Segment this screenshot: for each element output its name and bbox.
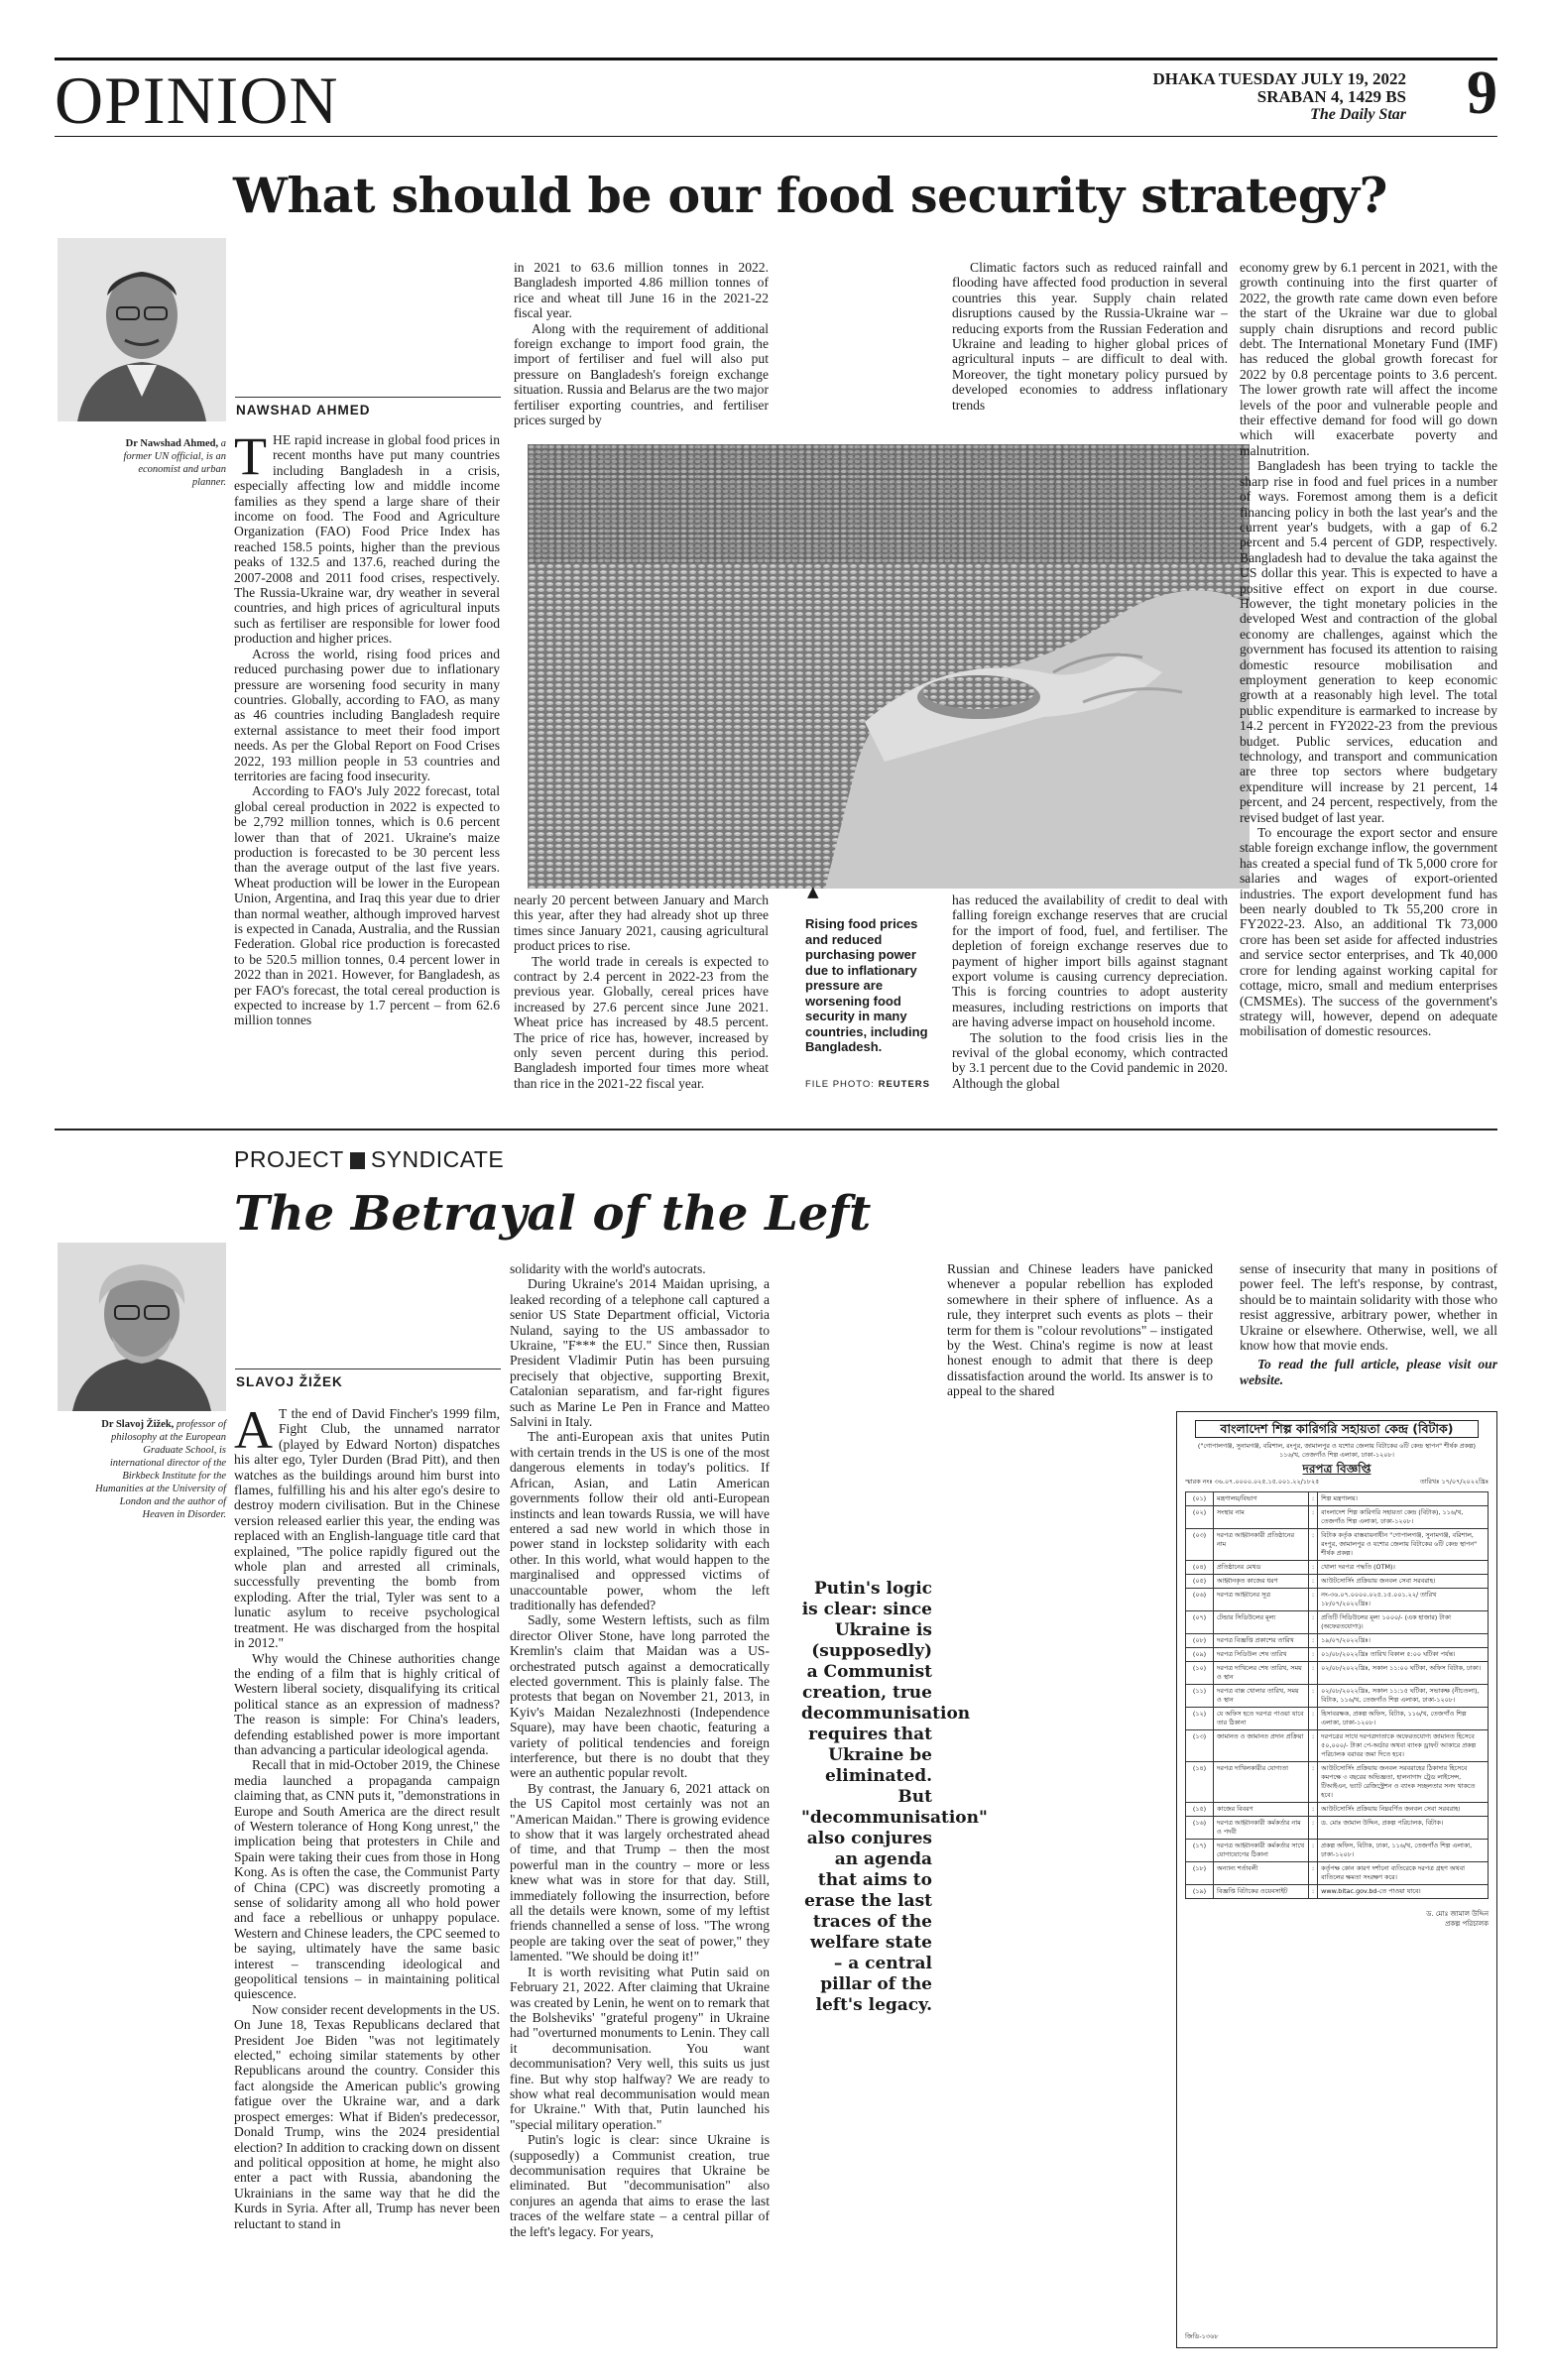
notice-cell-key: দরপত্র আহ্বানকারী কর্মকর্তার নাম ও পদবী bbox=[1214, 1816, 1309, 1839]
article-headline: What should be our food security strategy? bbox=[233, 167, 1387, 224]
notice-row bbox=[1186, 1729, 1489, 1761]
article2-column-1 bbox=[234, 1406, 500, 2348]
notice-row bbox=[1186, 1505, 1489, 1528]
notice-cell-colon: : bbox=[1309, 1661, 1318, 1684]
notice-cell-key: দরপত্র দাখিলকারীর যোগ্যতা bbox=[1214, 1761, 1309, 1802]
page-number: 9 bbox=[1467, 60, 1497, 127]
paragraph: Climatic factors such as reduced rainfall and flooding have affected food production in several countries this year. Supply chain related disruptions caused by the Russia-Ukraine war – reducing exports from the Russian Federation and Ukraine and leading to higher global prices of agricultural inputs – are difficult to deal with. Moreover, the tight monetary policy pursued by developed economies to address inflationary trends bbox=[952, 260, 1228, 413]
notice-cell-sl: (০৫) bbox=[1186, 1574, 1214, 1588]
newspaper-logo: The Daily Star bbox=[1310, 106, 1406, 123]
paragraph: The world trade in cereals is expected to contract by 2.4 percent in 2022-23 from the previous year. Globally, cereal prices have increased by 27.6 percent since June 2021. Wheat price has increased by 48.5 percent. The price of rice has, however, increased by only seven percent during this period. Bangladesh imported four times more wheat than rice in the 2021-22 fiscal year. bbox=[514, 953, 769, 1091]
paragraph: Putin's logic is clear: since Ukraine is (supposedly) a Communist creation, true decommunisation requires that Ukraine be eliminated. But "decommunisation" also conjures an agenda that aims to erase the last traces of the welfare state – a central pillar of the left's legacy. For years, bbox=[510, 2132, 770, 2239]
notice-cell-colon: : bbox=[1309, 1491, 1318, 1505]
notice-row bbox=[1186, 1816, 1489, 1839]
paragraph: By contrast, the January 6, 2021 attack on the US Capitol most certainly was not an "American Maidan." There is growing evidence to show that it was largely orchestrated ahead of time, and that Trump – then the most powerful man in the country – more or less knew what was in store for that day. Still, immediately following the insurrection, before all the details were known, some of my leftist friends channelled a sense of loss. "The wrong people are taking over the seat of power," they lamented. "We should be doing it!" bbox=[510, 1780, 770, 1964]
notice-subtitle: ("গোপালগঞ্জ, সুনামগঞ্জ, বরিশাল, রংপুর, জামালপুর ও যশোর জেলায় বিটাকের ৬টি কেন্দ্র স্থাপন" শীর্ষক প্রকল্প) bbox=[1197, 1441, 1477, 1450]
paragraph: Sadly, some Western leftists, such as film director Oliver Stone, have long parroted the Kremlin's claim that Maidan was a US-orchestrated putsch against a democratically elected government. This is plainly false. The protests that began on November 21, 2013, in Kyiv's Maidan Nezalezhnosti (Independence Square), may have been chaotic, featuring a variety of political tendencies and foreign interference, but there is no doubt that they were an authentic popular revolt. bbox=[510, 1612, 770, 1781]
paragraph: It is worth revisiting what Putin said on February 21, 2022. After claiming that Ukraine was created by Lenin, he went on to remark that the Bolsheviks' "grateful progeny" in Ukraine had "overturned monuments to Lenin. They call it decommunisation. You want decommunisation? Very well, this suits us just fine. But why stop halfway? We are ready to show what real decommunisation would mean for Ukraine." With that, Putin launched his "special military operation." bbox=[510, 1964, 770, 2132]
notice-cell-colon: : bbox=[1309, 1588, 1318, 1610]
notice-row bbox=[1186, 1761, 1489, 1802]
paragraph: in 2021 to 63.6 million tonnes in 2022. Bangladesh imported 4.86 million tonnes of rice and wheat till June 16 in the 2021-22 fiscal year. bbox=[514, 260, 769, 321]
notice-cell-colon: : bbox=[1309, 1761, 1318, 1802]
notice-row bbox=[1186, 1861, 1489, 1884]
section-title: OPINION bbox=[55, 62, 339, 138]
project-syndicate-logo: PROJECT SYNDICATE bbox=[234, 1146, 505, 1172]
notice-cell-sl: (১৯) bbox=[1186, 1884, 1214, 1898]
article-column-2-top bbox=[514, 260, 769, 436]
notice-cell-key: দরপত্র আহ্বানের সূত্র bbox=[1214, 1588, 1309, 1610]
notice-cell-colon: : bbox=[1309, 1816, 1318, 1839]
logo-square-icon bbox=[350, 1152, 365, 1169]
notice-cell-colon: : bbox=[1309, 1884, 1318, 1898]
notice-row bbox=[1186, 1647, 1489, 1661]
bio-text: a former UN official, is an economist and urban planner. bbox=[123, 438, 226, 488]
notice-row bbox=[1186, 1560, 1489, 1574]
notice-cell-sl: (১২) bbox=[1186, 1707, 1214, 1729]
article-column-3-top bbox=[952, 260, 1228, 436]
footer-note: To read the full article, please visit our website. bbox=[1240, 1357, 1497, 1387]
signature-title: প্রকল্প পরিচালক bbox=[1445, 1919, 1489, 1928]
notice-cell-key: আহ্বানকৃত কাজের ধরণ bbox=[1214, 1574, 1309, 1588]
article-photo bbox=[528, 444, 1250, 889]
notice-cell-val: দরপত্রের সাথে দরপত্রদাতাকে অফেরতযোগ্য জামানত হিসেবে ৫০,০০০/- টাকা পে-অর্ডার অথবা ব্যাংক ড্রাফট আকারে প্রকল্প পরিচালক বরাবর জমা দিতে হবে। bbox=[1318, 1729, 1489, 1761]
article-column-2-bottom bbox=[514, 892, 769, 1115]
paragraph: Now consider recent developments in the US. On June 18, Texas Republicans declared that President Joe Biden "was not legitimately elected," echoing similar statements by other Republicans around the country. Consider this fact alongside the American public's growing fatigue over the Ukraine war, and a dark prospect emerges: What if Biden's predecessor, Donald Trump, wins the 2024 presidential election? In addition to cracking down on dissent and political opposition at home, he might also enter a pact with Russia, abandoning the Ukrainians in the same way that he did the Kurds in Syria. After all, Trump has never been reluctant to stand in bbox=[234, 2001, 500, 2231]
notice-cell-sl: (১০) bbox=[1186, 1661, 1214, 1684]
notice-cell-key: সংস্থার নাম bbox=[1214, 1505, 1309, 1528]
byline: NAWSHAD AHMED bbox=[236, 403, 371, 417]
notice-cell-sl: (০১) bbox=[1186, 1491, 1214, 1505]
notice-cell-key: মন্ত্রণালয়/বিভাগ bbox=[1214, 1491, 1309, 1505]
notice-cell-colon: : bbox=[1309, 1505, 1318, 1528]
notice-row bbox=[1186, 1588, 1489, 1610]
notice-cell-val: ১৯/০৭/২০২২খ্রিঃ। bbox=[1318, 1633, 1489, 1647]
notice-cell-colon: : bbox=[1309, 1560, 1318, 1574]
notice-cell-val: প্রতিটি সিডিউলের মূল্য ১০০০/- (এক হাজার) টাকা (অফেরতযোগ্য)। bbox=[1318, 1610, 1489, 1633]
notice-cell-key: দরপত্র দাখিলের শেষ তারিখ, সময় ও স্থান bbox=[1214, 1661, 1309, 1684]
notice-cell-key: বিজ্ঞপ্তি বিটাকের ওয়েবসাইট bbox=[1214, 1884, 1309, 1898]
notice-cell-colon: : bbox=[1309, 1861, 1318, 1884]
notice-title: বাংলাদেশ শিল্প কারিগরি সহায়তা কেন্দ্র (বিটাক) bbox=[1195, 1420, 1479, 1438]
paragraph: has reduced the availability of credit to deal with falling foreign exchange reserves that are crucial for the import of food, fuel, and fertiliser. The depletion of foreign exchange reserves due to payment of higher import bills against stagnant export volume is causing currency depreciation. This is forcing countries to adopt austerity measures, including restrictions on imports that are having adverse impact on household income. bbox=[952, 892, 1228, 1030]
notice-cell-key: অন্যান্য শর্তাবলী bbox=[1214, 1861, 1309, 1884]
notice-cell-key: প্রতিষ্ঠানের মেথড bbox=[1214, 1560, 1309, 1574]
date-line: DHAKA TUESDAY JULY 19, 2022 bbox=[1152, 69, 1406, 88]
paragraph: To encourage the export sector and ensure stable foreign exchange inflow, the government has created a special fund of Tk 5,000 crore for salaries and wages of export-oriented industries. The export development fund has been nearly doubled to Tk 55,200 crore in FY2022-23. Also, an additional Tk 73,000 crore has been set aside for affected industries and service sector enterprises, and Tk 40,000 crore for lending against working capital for cottage, micro, small and medium enterprises (CMSMEs). The success of the government's strategy will, however, depend on adequate mobilisation of domestic resources. bbox=[1240, 825, 1497, 1039]
notice-row bbox=[1186, 1528, 1489, 1560]
notice-table bbox=[1185, 1491, 1489, 1899]
article-headline-2: The Betrayal of the Left bbox=[234, 1186, 872, 1242]
notice-cell-val: নং-৩৬.০৭.০০০০.০২৫.১৫.০০১.২২/ তারিখ ১৮/০৭/২০২২খ্রিঃ। bbox=[1318, 1588, 1489, 1610]
notice-address: ১১৬/খ, তেজগাঁও শিল্প এলাকা, ঢাকা-১২০৮। bbox=[1279, 1450, 1394, 1459]
notice-cell-val: শিল্প মন্ত্রণালয়। bbox=[1318, 1491, 1489, 1505]
notice-cell-sl: (০৪) bbox=[1186, 1560, 1214, 1574]
notice-cell-colon: : bbox=[1309, 1610, 1318, 1633]
author-bio-2 bbox=[91, 1418, 226, 1521]
drop-cap: T bbox=[234, 432, 267, 486]
memo-date: তারিখঃ ১৭/০৭/২০২২খ্রিঃ bbox=[1419, 1478, 1489, 1486]
notice-row bbox=[1186, 1839, 1489, 1861]
notice-cell-key: দরপত্র আহ্বানকারী প্রতিষ্ঠানের নাম bbox=[1214, 1528, 1309, 1560]
notice-row bbox=[1186, 1610, 1489, 1633]
notice-code: জিডি-১৩৬৮ bbox=[1185, 2331, 1219, 2340]
notice-row bbox=[1186, 1661, 1489, 1684]
notice-cell-key: যে অফিস হতে দরপত্র পাওয়া যাবে তার ঠিকানা bbox=[1214, 1707, 1309, 1729]
notice-cell-sl: (১৮) bbox=[1186, 1861, 1214, 1884]
paragraph: Across the world, rising food prices and reduced purchasing power due to inflationary pressure are worsening food security in many countries. Globally, according to FAO, as many as 46 countries including Bangladesh require external assistance to meet their food import needs. As per the Global Report on Food Crises 2022, 193 million people in 53 countries and territories are facing food insecurity. bbox=[234, 646, 500, 783]
notice-cell-sl: (০৯) bbox=[1186, 1647, 1214, 1661]
photo-caption: Rising food prices and reduced purchasing power due to inflationary pressure are worsening food security in many countries, including Bangladesh. bbox=[805, 916, 928, 1054]
author-photo bbox=[58, 238, 226, 421]
notice-cell-sl: (১৬) bbox=[1186, 1816, 1214, 1839]
notice-cell-key: কাজের বিবরণ bbox=[1214, 1802, 1309, 1816]
notice-cell-key: দরপত্র সিডিউল শেষ তারিখ bbox=[1214, 1647, 1309, 1661]
paragraph: The solution to the food crisis lies in the revival of the global economy, which contracted by 3.1 percent due to the Covid pandemic in 2020. Although the global bbox=[952, 1029, 1228, 1091]
notice-cell-colon: : bbox=[1309, 1707, 1318, 1729]
caption-arrow-icon: ▲ bbox=[807, 883, 819, 900]
paragraph: T the end of David Fincher's 1999 film, Fight Club, the unnamed narrator (played by Edward Norton) dispatches his alter ego, Tyler Durden (Brad Pitt), and then watches as the buildings around him burst into flames, fulfilling his and his alter ego's desire to destroy modern civilisation. But in the Chinese version released earlier this year, the ending was replaced with an English-language title card that explained, "The police rapidly figured out the whole plan and arrested all criminals, successfully preventing the bomb from exploding. After the trial, Tyler was sent to a lunatic asylum to receive psychological treatment. He was discharged from the hospital in 2012." bbox=[234, 1406, 500, 1651]
notice-cell-val: বাংলাদেশ শিল্প কারিগরি সহায়তা কেন্দ্র (বিটাক), ১১৬/খ, তেজগাঁও শিল্প এলাকা, ঢাকা-১২০৮। bbox=[1318, 1505, 1489, 1528]
notice-cell-sl: (০৮) bbox=[1186, 1633, 1214, 1647]
notice-cell-colon: : bbox=[1309, 1574, 1318, 1588]
dateline bbox=[1152, 70, 1406, 124]
paragraph: sense of insecurity that many in positions of power feel. The left's response, by contrast, should be to maintain solidarity with those who resist aggressive, arbitrary power, whether in Ukraine or elsewhere. Otherwise, well, we all know how that movie ends. bbox=[1240, 1261, 1497, 1354]
bangla-date: SRABAN 4, 1429 BS bbox=[1256, 87, 1406, 106]
paragraph: The anti-European axis that unites Putin with certain trends in the US is one of the most dangerous elements in today's politics. If African, Asian, and Latin American governments follow their old anti-European instincts and lean towards Russia, we will have entered a sad new world in which those in power stand in lockstep solidarity with each other. In this world, what would happen to the marginalised and oppressed victims of unaccountable power, whom the left traditionally has defended? bbox=[510, 1429, 770, 1612]
notice-cell-sl: (১৪) bbox=[1186, 1761, 1214, 1802]
notice-cell-val: বিটাক কর্তৃক বাস্তবায়নাধীন "গোপালগঞ্জ, সুনামগঞ্জ, বরিশাল, রংপুর, জামালপুর ও যশোর জেলায় বিটাকের ৬টি কেন্দ্র স্থাপন" শীর্ষক প্রকল্প। bbox=[1318, 1528, 1489, 1560]
paragraph: Why would the Chinese authorities change the ending of a film that is highly critical of Western liberal society, disqualifying its critical political stance as an expression of madness? The reason is simple: For China's leaders, defending established power is more important than advancing a particular ideological agenda. bbox=[234, 1650, 500, 1757]
notice-cell-colon: : bbox=[1309, 1729, 1318, 1761]
notice-cell-val: www.bitac.gov.bd-তে পাওয়া যাবে। bbox=[1318, 1884, 1489, 1898]
author-bio bbox=[109, 437, 226, 489]
notice-cell-key: টেন্ডার সিডিউলের মূল্য bbox=[1214, 1610, 1309, 1633]
notice-cell-key: দরপত্র বিজ্ঞপ্তি প্রকাশের তারিখ bbox=[1214, 1633, 1309, 1647]
notice-cell-key: জামানত ও জামানত প্রদান প্রক্রিয়া bbox=[1214, 1729, 1309, 1761]
notice-cell-key: দরপত্র আহ্বানকারী কর্মকর্তার সাথে যোগাযোগের ঠিকানা bbox=[1214, 1839, 1309, 1861]
notice-row bbox=[1186, 1802, 1489, 1816]
article2-column-2 bbox=[510, 1261, 770, 2348]
paragraph: solidarity with the world's autocrats. bbox=[510, 1261, 706, 1276]
memo-number: স্মারক নংঃ ৩৬.০৭.০০০০.০২৫.১৫.০০১.২২/১৮২৫ bbox=[1185, 1478, 1320, 1486]
notice-row bbox=[1186, 1574, 1489, 1588]
notice-cell-val: আউটসোর্সিং প্রক্রিয়ায় জনবল সেবা সরবরাহ। bbox=[1318, 1574, 1489, 1588]
article2-column-3 bbox=[947, 1261, 1213, 1400]
notice-cell-val: ০২/০৮/২০২২খ্রিঃ, সকাল ১১:০০ ঘটিকা, অফিস বিটাক, ঢাকা। bbox=[1318, 1661, 1489, 1684]
tender-notice bbox=[1176, 1411, 1497, 2348]
notice-heading: দরপত্র বিজ্ঞপ্তি bbox=[1302, 1461, 1371, 1476]
masthead bbox=[55, 58, 1497, 137]
pull-quote: Putin's logic is clear: since Ukraine is (supposedly) a Communist creation, true decommunisation requires that Ukraine be eliminated. But "decommunisation" also conjures an agenda that aims to erase the last traces of the welfare state – a central pillar of the left's legacy. bbox=[801, 1579, 988, 2015]
notice-cell-sl: (০৬) bbox=[1186, 1588, 1214, 1610]
paragraph: Along with the requirement of additional foreign exchange to import food grain, the import of fertiliser and fuel will also put pressure on Bangladesh's foreign exchange situation. Russia and Belarus are the two major fertiliser exporting countries, and fertiliser prices surged by bbox=[514, 320, 769, 428]
signature-name: ড. মোঃ জামাল উদ্দিন bbox=[1426, 1909, 1489, 1918]
paragraph: Russian and Chinese leaders have panicked whenever a popular rebellion has exploded somewhere in their sphere of influence. As a rule, they interpret such events as plots – their term for them is "colour revolutions" – instigated by the West. China's regime is now at least honest enough to admit that there is deep dissatisfaction around the world. Its answer is to appeal to the shared bbox=[947, 1261, 1213, 1399]
notice-reference bbox=[1185, 1478, 1489, 1488]
notice-cell-val: প্রকল্প অফিস, বিটাক, ঢাকা, ১১৬/খ, তেজগাঁও শিল্প এলাকা, ঢাকা-১২০৮। bbox=[1318, 1839, 1489, 1861]
paragraph: nearly 20 percent between January and March this year, after they had already shot up three times since January 2021, causing agricultural product prices to rise. bbox=[514, 892, 769, 954]
notice-cell-val: হিসাবরক্ষক, প্রকল্প অফিস, বিটাক, ১১৬/খ, তেজগাঁও শিল্প এলাকা, ঢাকা-১২০৮। bbox=[1318, 1707, 1489, 1729]
notice-row bbox=[1186, 1684, 1489, 1707]
bio-name: Dr Slavoj Žižek, bbox=[101, 1419, 175, 1430]
notice-cell-val: ড. মোঃ জামাল উদ্দিন, প্রকল্প পরিচালক, বিটাক। bbox=[1318, 1816, 1489, 1839]
notice-cell-sl: (১৩) bbox=[1186, 1729, 1214, 1761]
notice-cell-val: কর্তৃপক্ষ কোন কারণ দর্শানো ব্যতিরেকে দরপত্র গ্রহণ অথবা বাতিলের ক্ষমতা সংরক্ষণ করে। bbox=[1318, 1861, 1489, 1884]
notice-cell-colon: : bbox=[1309, 1647, 1318, 1661]
bio-name: Dr Nawshad Ahmed, bbox=[125, 438, 219, 449]
bio-text: professor of philosophy at the European Graduate School, is international director of the Birkbeck Institute for the Humanities at the University of London and the author of Heaven in Disorder. bbox=[95, 1419, 226, 1520]
article2-column-4 bbox=[1240, 1261, 1497, 1405]
paragraph: economy grew by 6.1 percent in 2021, with the growth continuing into the first quarter of 2022, the growth rate came down even before the start of the Ukraine war due to global supply chain disruptions and record public debt. The International Monetary Fund (IMF) has reduced the global growth forecast for 2022 by 0.8 percentage points to 3.6 percent. The lower growth rate will affect the income levels of the poor and vulnerable people and their effective demand for food will go down which will exacerbate poverty and malnutrition. bbox=[1240, 260, 1497, 458]
notice-row bbox=[1186, 1633, 1489, 1647]
paragraph: During Ukraine's 2014 Maidan uprising, a leaked recording of a telephone call captured a senior US State Department official, Victoria Nuland, saying to the US ambassador to Ukraine, "F*** the EU." Since then, Russian President Vladimir Putin has been pursuing precisely that objective, supporting Brexit, Catalonian separatism, and far-right figures such as Marine Le Pen in France and Matteo Salvini in Italy. bbox=[510, 1276, 770, 1430]
notice-cell-sl: (১৫) bbox=[1186, 1802, 1214, 1816]
notice-cell-sl: (১৭) bbox=[1186, 1839, 1214, 1861]
notice-row bbox=[1186, 1491, 1489, 1505]
notice-row bbox=[1186, 1884, 1489, 1898]
notice-cell-colon: : bbox=[1309, 1802, 1318, 1816]
paragraph: Bangladesh has been trying to tackle the sharp rise in food and fuel prices in a number of ways. Foremost among them is a deficit financing policy in both the last year's and the current year's budgets, with a gap of 6.2 percent and 5.4 percent of GDP, respectively. Bangladesh had to devalue the taka against the US dollar this year. This is expected to have a positive effect on export in due course. However, the tight monetary policies in the developed West and contraction of the global economy are challenges, against which the government has focused its attention to raising domestic resource mobilisation and employment generation to keep economic growth at a reasonably high level. The total public expenditure is earmarked to increase by 14.2 percent in FY2022-23 from the previous budget. Public services, education and technology, and transport and communication are three top sectors where budgetary expenditure will increase by 21 percent, 14 percent, and 24 percent, respectively, from the revised budget of last year. bbox=[1240, 458, 1497, 825]
paragraph: According to FAO's July 2022 forecast, total global cereal production in 2022 is expected to be 2,792 million tonnes, which is 0.6 percent lower than that of 2021. Ukraine's maize production is forecasted to be 30 percent less than the average output of the last five years. Wheat production will be lower in the European Union, Argentina, and Iraq this year due to drier than normal weather, although improved harvest is expected in Canada, Australia, and the Russian Federation. Global rice production is forecasted to be 520.5 million tonnes, 0.4 percent lower in 2022 than in 2021. However, for Bangladesh, as per FAO's forecast, the total cereal production is expected to increase by 1.7 percent – from 62.6 million tonnes bbox=[234, 783, 500, 1028]
notice-cell-sl: (১১) bbox=[1186, 1684, 1214, 1707]
paragraph: HE rapid increase in global food prices in recent months have put many countries including Bangladesh in a crisis, especially affecting low and middle income families as they spend a large share of their income on food. The Food and Agriculture Organization (FAO) Food Price Index has reached 158.5 points, higher than the previous peaks of 132.5 and 137.6, reached during the 2007-2008 and 2011 food crises, respectively. The Russia-Ukraine war, dry weather in several countries, and high prices of agricultural inputs such as fertiliser are responsible for lower food production and higher prices. bbox=[234, 432, 500, 647]
notice-cell-sl: (০২) bbox=[1186, 1505, 1214, 1528]
article-column-1 bbox=[234, 432, 500, 1115]
article-column-4 bbox=[1240, 260, 1497, 1115]
photo-credit: FILE PHOTO: REUTERS bbox=[805, 1079, 930, 1090]
drop-cap: A bbox=[234, 1406, 273, 1460]
notice-cell-val: খোলা দরপত্র পদ্ধতি (OTM)। bbox=[1318, 1560, 1489, 1574]
notice-cell-colon: : bbox=[1309, 1684, 1318, 1707]
notice-cell-key: দরপত্র বাক্স খোলার তারিখ, সময় ও স্থান bbox=[1214, 1684, 1309, 1707]
notice-cell-sl: (০৭) bbox=[1186, 1610, 1214, 1633]
paragraph: Recall that in mid-October 2019, the Chinese media launched a propaganda campaign claiming that, as CNN puts it, "demonstrations in Europe and South America are the direct result of Western tolerance of Hong Kong unrest," the implication being that protesters in Chile and Spain were taking their cues from those in Hong Kong. As is often the case, the Communist Party of China (CPC) was discreetly promoting a sense of solidarity among all who hold power and face a rebellious or unhappy populace. Western and Chinese leaders, the CPC seemed to be saying, ultimately have the same basic interest – transcending ideological and geopolitical tensions – in maintaining political quiescence. bbox=[234, 1757, 500, 2002]
author-photo-2 bbox=[58, 1243, 226, 1411]
notice-cell-sl: (০৩) bbox=[1186, 1528, 1214, 1560]
byline-2: SLAVOJ ŽIŽEK bbox=[236, 1374, 343, 1389]
notice-cell-colon: : bbox=[1309, 1528, 1318, 1560]
notice-cell-val: ০২/০৮/২০২২খ্রিঃ, সকাল ১১:১৫ ঘটিকা, সভাকক্ষ (নীচতলা), বিটাক, ১১৬/খ, তেজগাঁও শিল্প এলাকা, ঢাকা-১২০৮। bbox=[1318, 1684, 1489, 1707]
notice-signature bbox=[1185, 1909, 1489, 1929]
notice-cell-colon: : bbox=[1309, 1633, 1318, 1647]
notice-row bbox=[1186, 1707, 1489, 1729]
article-column-3-bottom bbox=[952, 892, 1228, 1115]
notice-cell-val: আউটসোর্সিং প্রক্রিয়ায় নিম্নবর্ণিত জনবল সেবা সরবরাহ। bbox=[1318, 1802, 1489, 1816]
notice-cell-colon: : bbox=[1309, 1839, 1318, 1861]
notice-cell-val: আউটসোর্সিং প্রক্রিয়ায় জনবল সরবরাহের ঠিকাদার হিসেবে কমপক্ষে ৩ বছরের অভিজ্ঞতা, হালনাগাদ ট্রেড লাইসেন্স, টিআইএন, ভ্যাট রেজিস্ট্রেশন ও ব্যাংক সচ্ছলতার সনদ থাকতে হবে। bbox=[1318, 1761, 1489, 1802]
notice-cell-val: ০১/০৮/২০২২খ্রিঃ তারিখ বিকাল ৫:০০ ঘটিকা পর্যন্ত। bbox=[1318, 1647, 1489, 1661]
